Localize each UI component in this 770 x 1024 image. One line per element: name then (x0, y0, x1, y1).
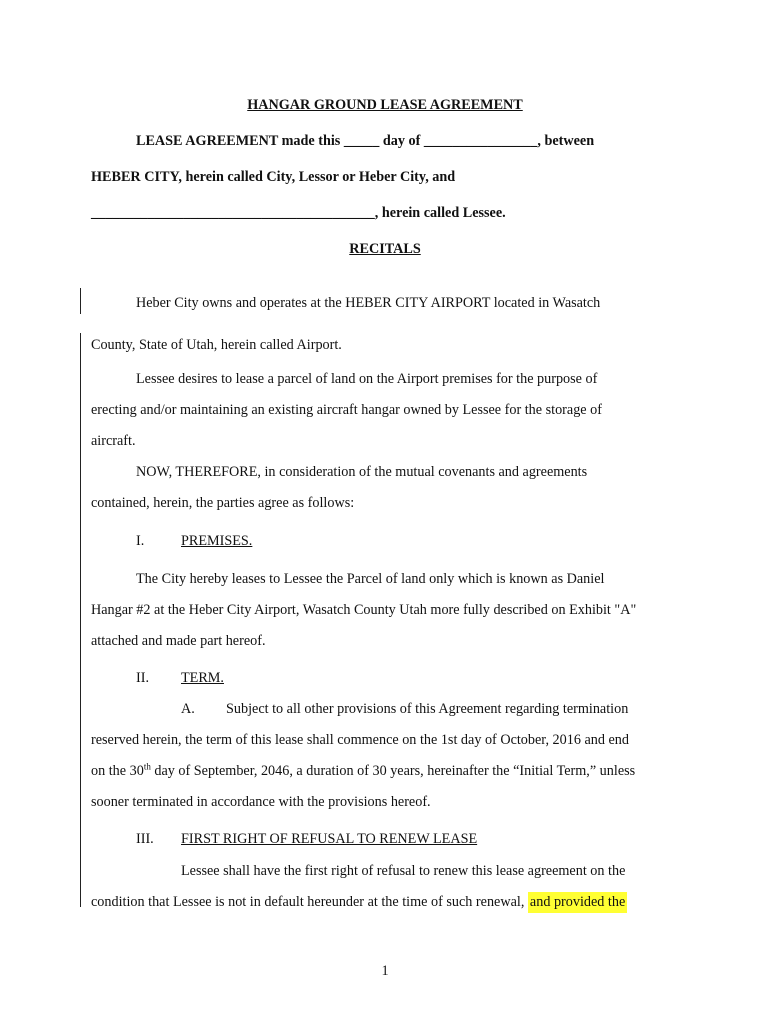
page-number: 1 (381, 963, 389, 979)
section-2-number: II. (136, 670, 149, 686)
paragraph-1-line-2: County, State of Utah, herein called Airport. (91, 337, 342, 353)
section-2a-line-2: reserved herein, the term of this lease shall commence on the 1st day of October, 2016 and end (91, 732, 629, 748)
section-1-line-3: attached and made part hereof. (91, 633, 266, 649)
section-2a-line-3-end: day of September, 2046, a duration of 30 years, hereinafter the “Initial Term,” unless (150, 763, 636, 779)
section-2a-line-1: Subject to all other provisions of this Agreement regarding termination (226, 701, 629, 717)
ordinal-suffix: th (143, 761, 151, 772)
paragraph-2-line-1: Lessee desires to lease a parcel of land on the Airport premises for the purpose of (136, 371, 598, 387)
section-3-line-2-text: condition that Lessee is not in default hereunder at the time of such renewal, (91, 894, 528, 910)
section-2-title: TERM. (181, 670, 224, 686)
section-3-number: III. (136, 831, 154, 847)
section-2a-line-3-start: on the 30 (91, 763, 144, 779)
intro-line-1: LEASE AGREEMENT made this _____ day of ________________, between (136, 133, 595, 149)
section-3-line-1: Lessee shall have the first right of refusal to renew this lease agreement on the (181, 863, 626, 879)
paragraph-1-line-1: Heber City owns and operates at the HEBER CITY AIRPORT located in Wasatch (136, 295, 601, 311)
paragraph-2-line-2: erecting and/or maintaining an existing aircraft hangar owned by Lessee for the storage of (91, 402, 602, 418)
section-3-title: FIRST RIGHT OF REFUSAL TO RENEW LEASE (181, 831, 478, 847)
paragraph-2-line-3: aircraft. (91, 433, 136, 449)
section-1-line-2: Hangar #2 at the Heber City Airport, Wasatch County Utah more fully described on Exhibit "A" (91, 602, 637, 618)
paragraph-3-line-2: contained, herein, the parties agree as follows: (91, 495, 355, 511)
section-1-number: I. (136, 533, 145, 549)
section-2a-line-4: sooner terminated in accordance with the provisions hereof. (91, 794, 431, 810)
section-2a-label: A. (181, 701, 195, 717)
section-2a-line-3 (91, 762, 635, 780)
recitals-heading: RECITALS (349, 241, 421, 257)
section-3-line-2 (91, 893, 627, 911)
section-1-line-1: The City hereby leases to Lessee the Parcel of land only which is known as Daniel (136, 571, 605, 587)
revision-bar-1 (80, 288, 81, 314)
intro-line-2: HEBER CITY, herein called City, Lessor or Heber City, and (91, 169, 456, 185)
document-title: HANGAR GROUND LEASE AGREEMENT (247, 97, 523, 113)
section-1-title: PREMISES. (181, 533, 253, 549)
intro-line-3: ________________________________________, herein called Lessee. (91, 205, 506, 221)
paragraph-3-line-1: NOW, THEREFORE, in consideration of the mutual covenants and agreements (136, 464, 588, 480)
highlighted-text: and provided the (528, 892, 627, 913)
revision-bar-2 (80, 333, 81, 907)
